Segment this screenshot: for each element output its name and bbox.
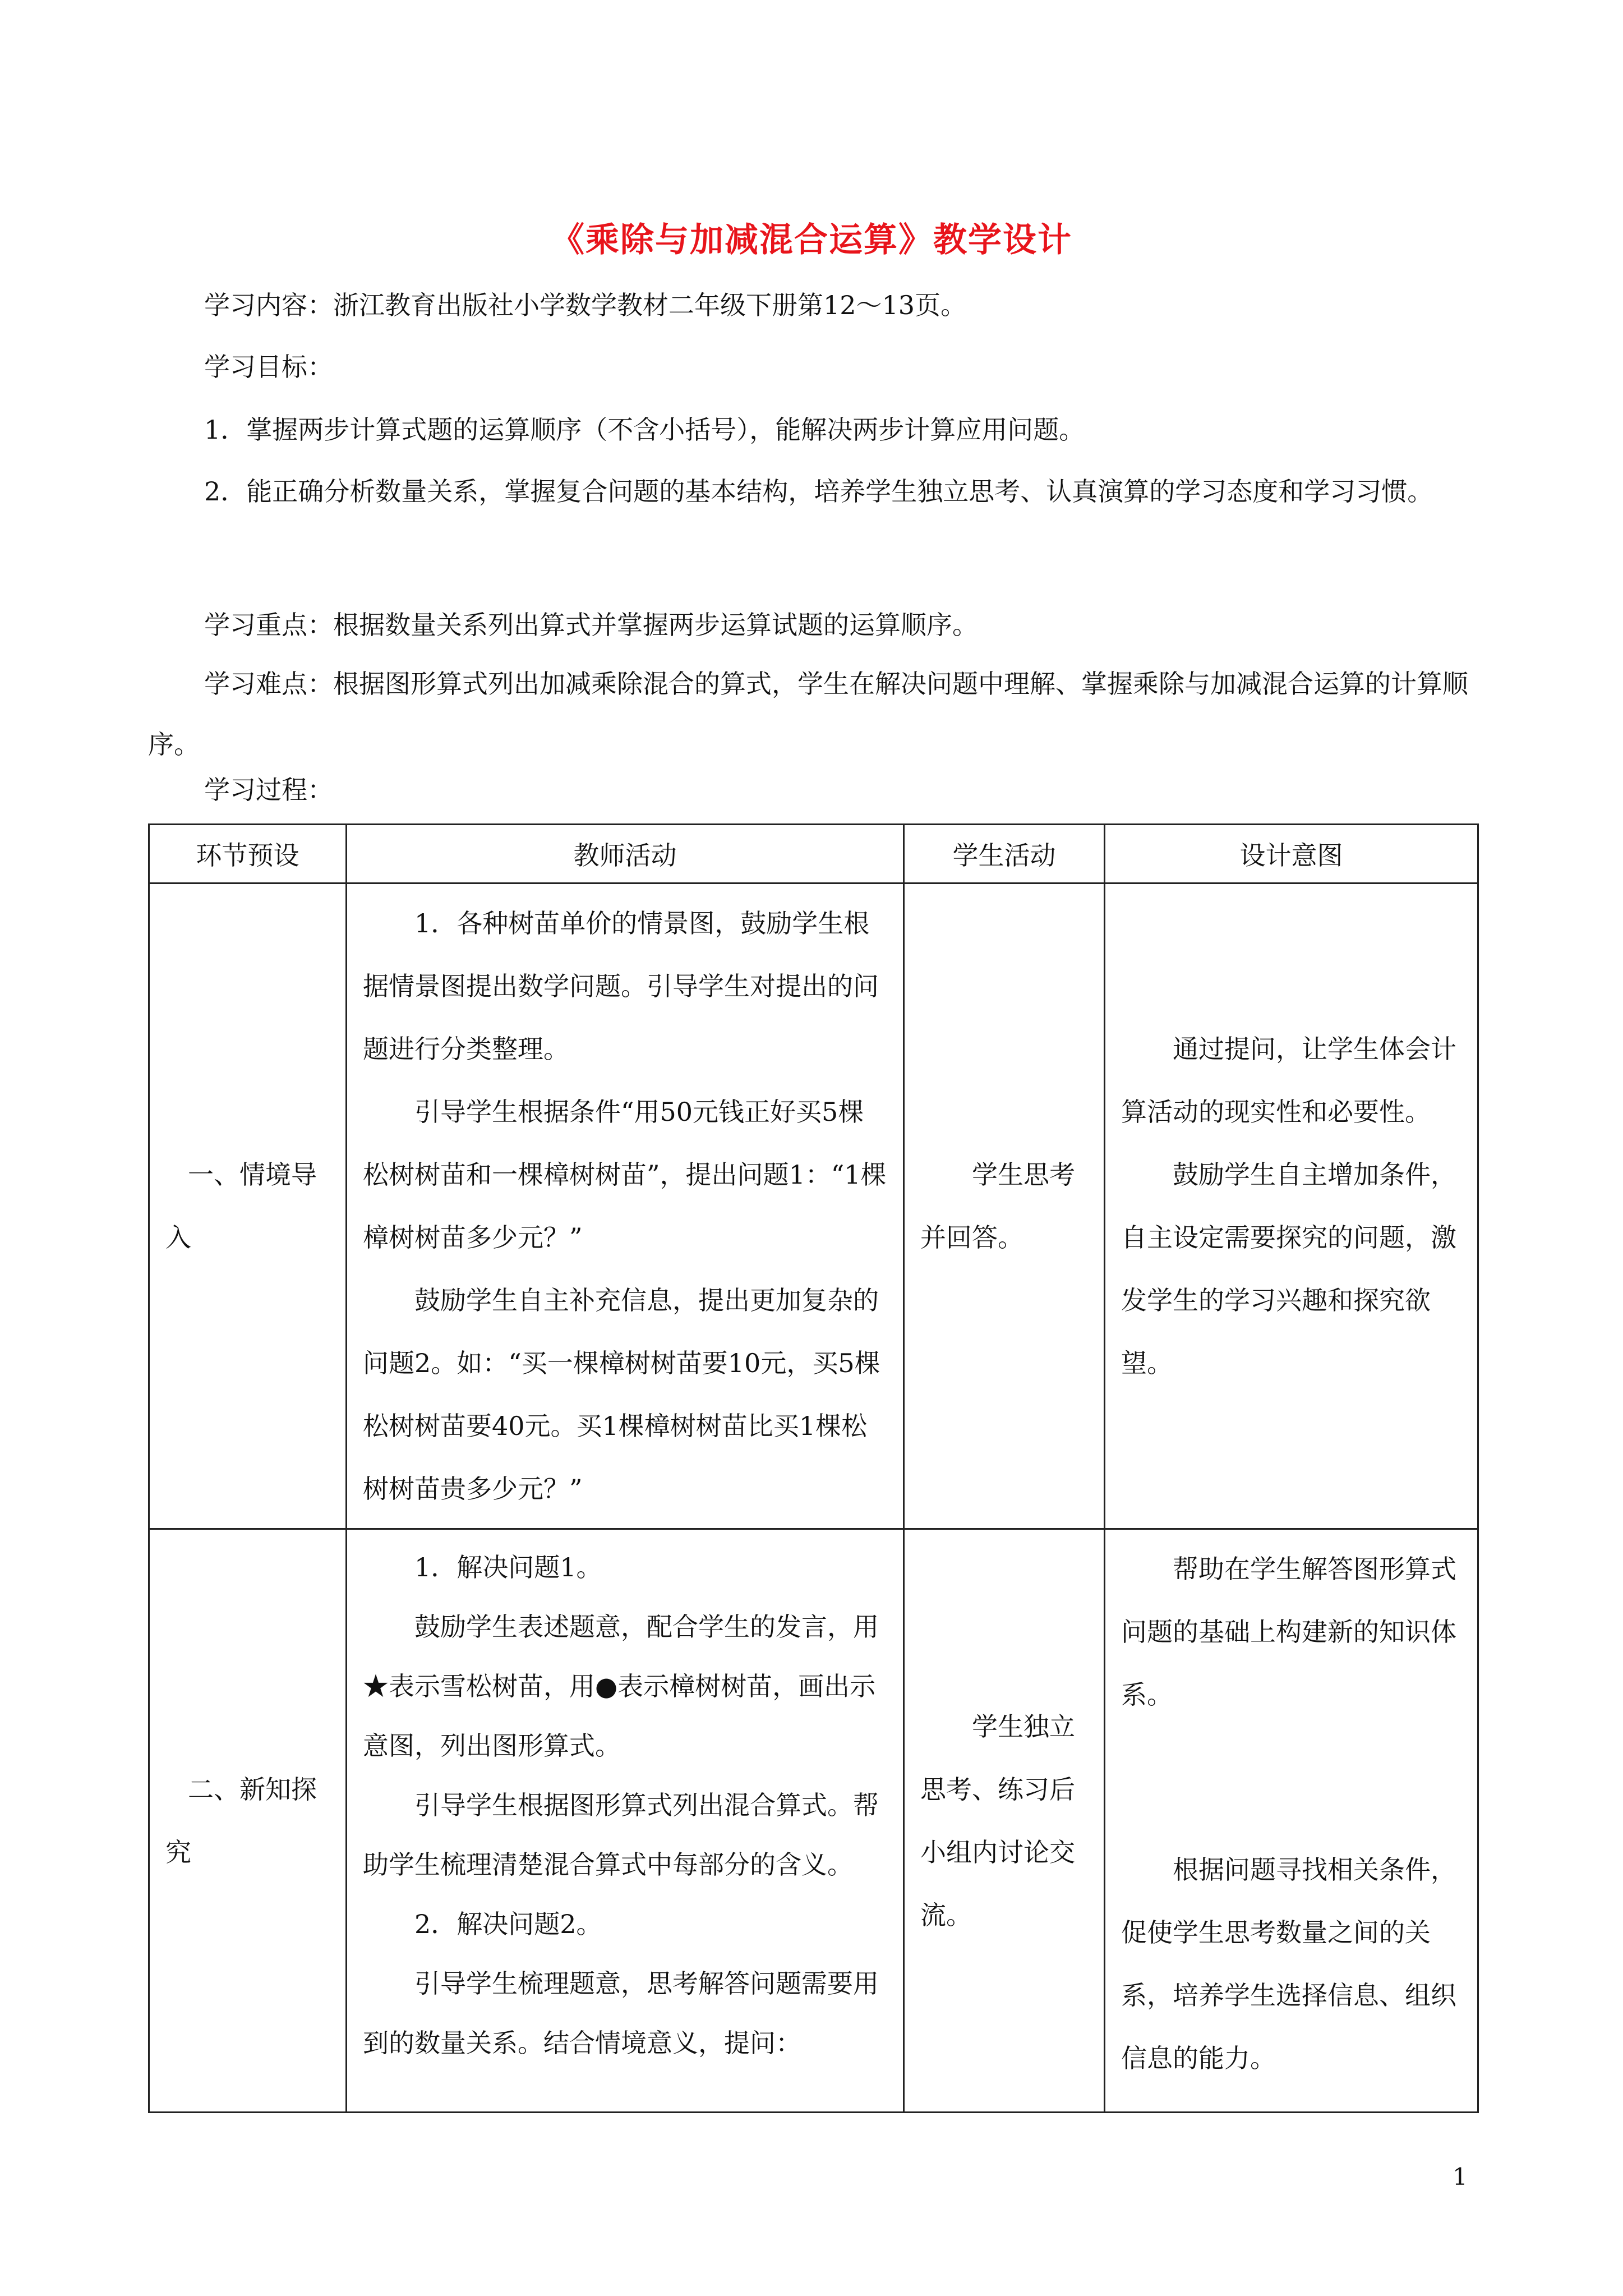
- intent-cell: [1105, 1529, 1478, 2113]
- difficulty: 学习难点：根据图形算式列出加减乘除混合的算式，学生在解决问题中理解、掌握乘除与加减混合运算的计算顺序。: [148, 669, 1468, 760]
- objective-1: 1．掌握两步计算式题的运算顺序（不含小括号），能解决两步计算应用问题。: [204, 415, 1085, 445]
- header-teacher: 教师活动: [347, 825, 904, 884]
- teacher-paragraph: 引导学生根据条件“用50元钱正好买5棵松树树苗和一棵樟树树苗”，提出问题1：“1棵樟树树苗多少元？”: [363, 1097, 887, 1253]
- teacher-paragraph: 鼓励学生自主补充信息，提出更加复杂的问题2。如：“买一棵樟树树苗要10元，买5棵松树树苗要40元。买1棵樟树树苗比买1棵松树树苗贵多少元？”: [363, 1285, 880, 1504]
- objectives-label: 学习目标：: [204, 352, 333, 382]
- stage-cell: 二、新知探究: [149, 1529, 347, 2113]
- stage-cell: 一、情境导入: [149, 884, 347, 1529]
- student-cell: 学生独立思考、练习后小组内讨论交流。: [904, 1529, 1105, 2113]
- intent-cell: [1105, 884, 1478, 1529]
- process-label: 学习过程：: [204, 775, 333, 805]
- teacher-paragraph: 2．解决问题2。: [414, 1909, 602, 1939]
- teacher-cell: [347, 884, 904, 1529]
- header-intent: 设计意图: [1105, 825, 1478, 884]
- intent-paragraph: 帮助在学生解答图形算式问题的基础上构建新的知识体系。: [1121, 1554, 1456, 1710]
- teacher-cell: [347, 1529, 904, 2113]
- learning-content: 学习内容：浙江教育出版社小学数学教材二年级下册第12～13页。: [204, 290, 967, 320]
- teacher-paragraph: 1．各种树苗单价的情景图，鼓励学生根据情景图提出数学问题。引导学生对提出的问题进行分类整理。: [363, 908, 879, 1064]
- student-cell: 学生思考并回答。: [904, 884, 1105, 1529]
- teacher-paragraph: 鼓励学生表述题意，配合学生的发言，用★表示雪松树苗，用●表示樟树树苗，画出示意图，列出图形算式。: [363, 1612, 879, 1761]
- header-student: 学生活动: [904, 825, 1105, 884]
- document-title: 《乘除与加减混合运算》教学设计: [551, 220, 1072, 260]
- table-row: [149, 884, 1478, 1529]
- teacher-paragraph: 引导学生梳理题意，思考解答问题需要用到的数量关系。结合情境意义，提问：: [363, 1968, 879, 2058]
- objective-2: 2．能正确分析数量关系，掌握复合问题的基本结构，培养学生独立思考、认真演算的学习态度和学习习惯。: [204, 476, 1433, 507]
- intent-paragraph: 根据问题寻找相关条件，促使学生思考数量之间的关系，培养学生选择信息、组织信息的能力。: [1121, 1855, 1456, 2073]
- teacher-paragraph: 引导学生根据图形算式列出混合算式。帮助学生梳理清楚混合算式中每部分的含义。: [363, 1790, 879, 1880]
- table-row: [149, 1529, 1478, 2113]
- intent-paragraph: 通过提问，让学生体会计算活动的现实性和必要性。: [1121, 1034, 1456, 1127]
- header-stage: 环节预设: [149, 825, 347, 884]
- key-point: 学习重点：根据数量关系列出算式并掌握两步运算试题的运算顺序。: [204, 610, 978, 640]
- intent-paragraph: 鼓励学生自主增加条件，自主设定需要探究的问题，激发学生的学习兴趣和探究欲望。: [1121, 1159, 1456, 1378]
- page-number: 1: [1453, 2163, 1468, 2191]
- teacher-paragraph: 1．解决问题1。: [414, 1552, 602, 1582]
- lesson-table: [148, 823, 1479, 2113]
- table-header-row: [149, 825, 1478, 884]
